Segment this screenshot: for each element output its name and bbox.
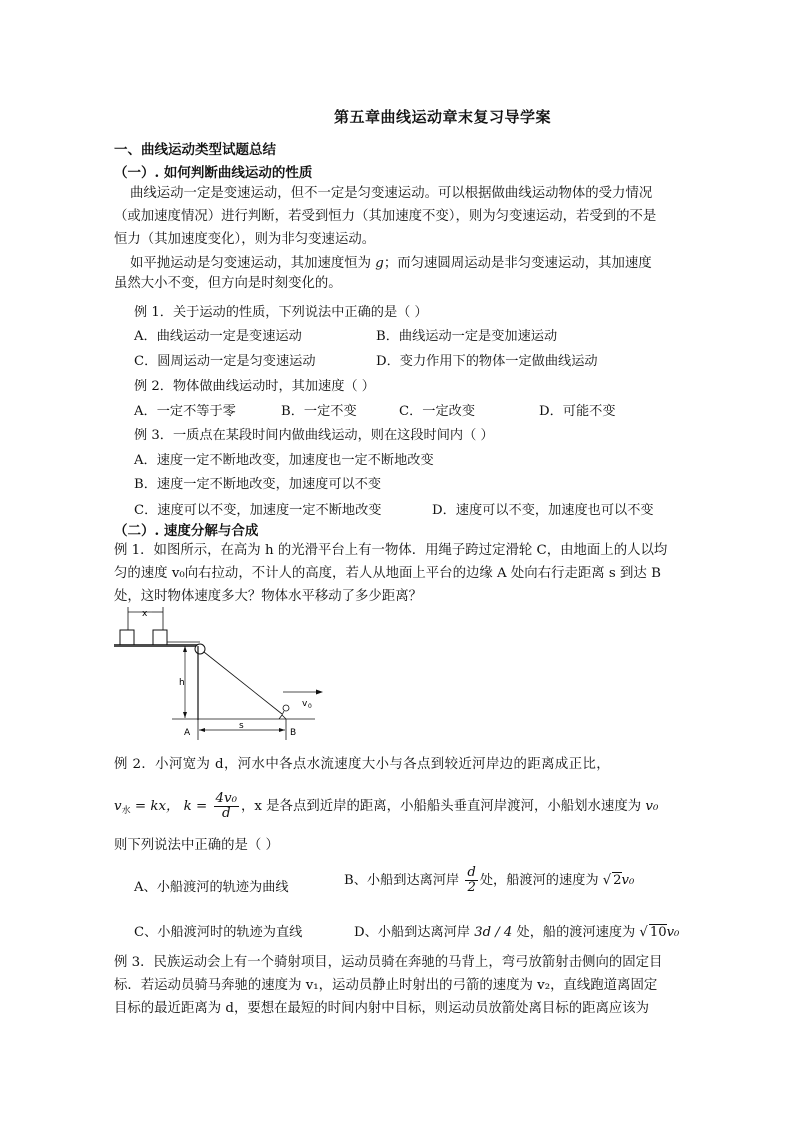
question-3-line-2: 标．若运动员骑马奔驰的速度为 v₁，运动员静止时射出的弓箭的速度为 v₂，直线跑道离固定 <box>114 978 658 993</box>
block-right <box>153 630 167 645</box>
block-left <box>120 630 134 645</box>
question-1-line-3: 处，这时物体速度多大？物体水平移动了多少距离？ <box>114 589 422 604</box>
velocity-label: v <box>302 699 308 709</box>
question-1-line-1: 例 1．如图所示，在高为 h 的光滑平台上有一物体．用绳子跨过定滑轮 C，由地面上的人以均 <box>114 543 668 558</box>
example-1-option-b: B．曲线运动一定是变加速运动 <box>376 329 558 344</box>
option-b-text-1: B、小船到达离河岸 <box>344 873 460 888</box>
example-1-option-a: A．曲线运动一定是变速运动 <box>134 329 302 344</box>
question-2-line-3: 则下列说法中正确的是（ ） <box>114 838 279 853</box>
person-head <box>283 705 289 711</box>
velocity-label-subscript: 0 <box>308 703 312 710</box>
fraction-d-over-2 <box>465 866 477 895</box>
example-2-option-d: D．可能不变 <box>539 404 616 419</box>
paragraph-1-line-2: （或加速度情况）进行判断，若受到恒力（其加速度不变），则为匀变速运动，若受到的不是 <box>114 209 657 224</box>
example-2-option-c: C．一定改变 <box>399 404 476 419</box>
example-3-option-b: B．速度一定不断地改变，加速度可以不变 <box>134 477 382 492</box>
v-water-subscript: 水 <box>121 806 131 816</box>
sqrt-10: 10 <box>649 925 667 940</box>
question-2-option-c: C、小船渡河时的轨迹为直线 <box>134 925 303 940</box>
sqrt-sign: √ <box>602 873 612 888</box>
question-2-line-1: 例 2．小河宽为 d，河水中各点水流速度大小与各点到较近河岸边的距离成正比， <box>114 757 611 772</box>
example-3-question: 例 3．一质点在某段时间内做曲线运动，则在这段时间内（ ） <box>134 428 494 443</box>
s-label: s <box>239 721 244 731</box>
v0-symbol: v₀ <box>645 799 659 814</box>
fraction-denominator: 2 <box>467 880 476 895</box>
question-1-line-2: 匀的速度 v₀向右拉动，不计人的高度，若人从地面上平台的边缘 A 处向右行走距离 s 到达 B <box>114 566 661 581</box>
example-2-option-b: B．一定不变 <box>281 404 357 419</box>
option-b-text-2: 处，船渡河的速度为 <box>479 873 603 888</box>
question-3-line-1: 例 3．民族运动会上有一个骑射项目，运动员骑在奔驰的马背上，弯弓放箭射击侧向的固定目 <box>114 955 663 970</box>
question-2-option-a: A、小船渡河的轨迹为曲线 <box>134 880 289 895</box>
option-d-text-2: 处，船的渡河速度为 <box>512 925 640 940</box>
option-d-text-1: D、小船到达离河岸 <box>354 925 475 940</box>
page-title: 第五章曲线运动章末复习导学案 <box>334 108 552 126</box>
example-2-option-a: A．一定不等于零 <box>134 404 236 419</box>
fraction-numerator: 4v₀ <box>215 791 237 806</box>
sqrt-2: 2 <box>613 873 622 888</box>
option-b-v0: v₀ <box>621 873 635 888</box>
fraction-4v0-over-d <box>214 792 239 821</box>
example-2-question: 例 2．物体做曲线运动时，其加速度（ ） <box>134 379 375 394</box>
question-2-line-2 <box>114 792 658 821</box>
question-2-option-b <box>344 866 634 895</box>
paragraph-1-line-3: 恒力（其加速度变化），则为非匀变速运动。 <box>114 232 376 247</box>
h-label: h <box>179 678 185 688</box>
v-water-symbol: v <box>114 799 122 814</box>
paragraph-2-line-2: 虽然大小不变，但方向是时刻变化的。 <box>114 276 342 291</box>
question-2-option-d <box>354 921 679 940</box>
formula-kx: = kx， <box>130 799 180 814</box>
label-a: A <box>184 728 191 738</box>
example-1-option-d: D．变力作用下的物体一定做曲线运动 <box>376 354 598 369</box>
formula-k: k = <box>183 799 208 814</box>
label-b: B <box>290 728 297 738</box>
question-3-line-3: 目标的最近距离为 d，要想在最短的时间内射中目标，则运动员放箭处离目标的距离应该为 <box>114 1001 650 1016</box>
option-d-fraction: 3d / 4 <box>474 925 513 940</box>
paragraph-2-text-b: ；而匀速圆周运动是非匀变速运动，其加速度 <box>383 256 652 271</box>
paragraph-2-line-1 <box>130 256 652 272</box>
option-d-v0: v₀ <box>666 925 680 940</box>
example-1-option-c: C．圆周运动一定是匀变速运动 <box>134 354 316 369</box>
fraction-denominator: d <box>221 806 231 821</box>
subsection-heading-2: （二）. 速度分解与合成 <box>114 523 259 539</box>
sqrt-sign: √ <box>639 925 648 940</box>
example-3-option-a: A．速度一定不断地改变，加速度也一定不断地改变 <box>134 453 434 468</box>
example-3-option-d: D．速度可以不变，加速度也可以不变 <box>432 503 654 518</box>
subsection-heading-1: （一）. 如何判断曲线运动的性质 <box>114 165 313 181</box>
fraction-numerator: d <box>467 865 476 880</box>
paragraph-2-text-a: 如平抛运动是匀变速运动，其加速度恒为 <box>130 256 376 271</box>
section-heading-1: 一、曲线运动类型试题总结 <box>114 142 276 158</box>
paragraph-1-line-1: 曲线运动一定是变速运动，但不一定是匀变速运动。可以根据做曲线运动物体的受力情况 <box>130 186 653 201</box>
gravity-symbol: g <box>375 256 384 271</box>
example-1-question: 例 1．关于运动的性质，下列说法中正确的是（ ） <box>134 305 428 320</box>
pulley-wheel <box>195 644 205 654</box>
x-label: x <box>142 609 148 619</box>
pulley-diagram <box>110 602 340 744</box>
rope-diagonal <box>204 652 282 714</box>
example-3-option-c: C．速度可以不变，加速度一定不断地改变 <box>134 503 382 518</box>
question-2-line-2-text: ，x 是各点到近岸的距离，小船船头垂直河岸渡河，小船划水速度为 <box>240 799 646 814</box>
